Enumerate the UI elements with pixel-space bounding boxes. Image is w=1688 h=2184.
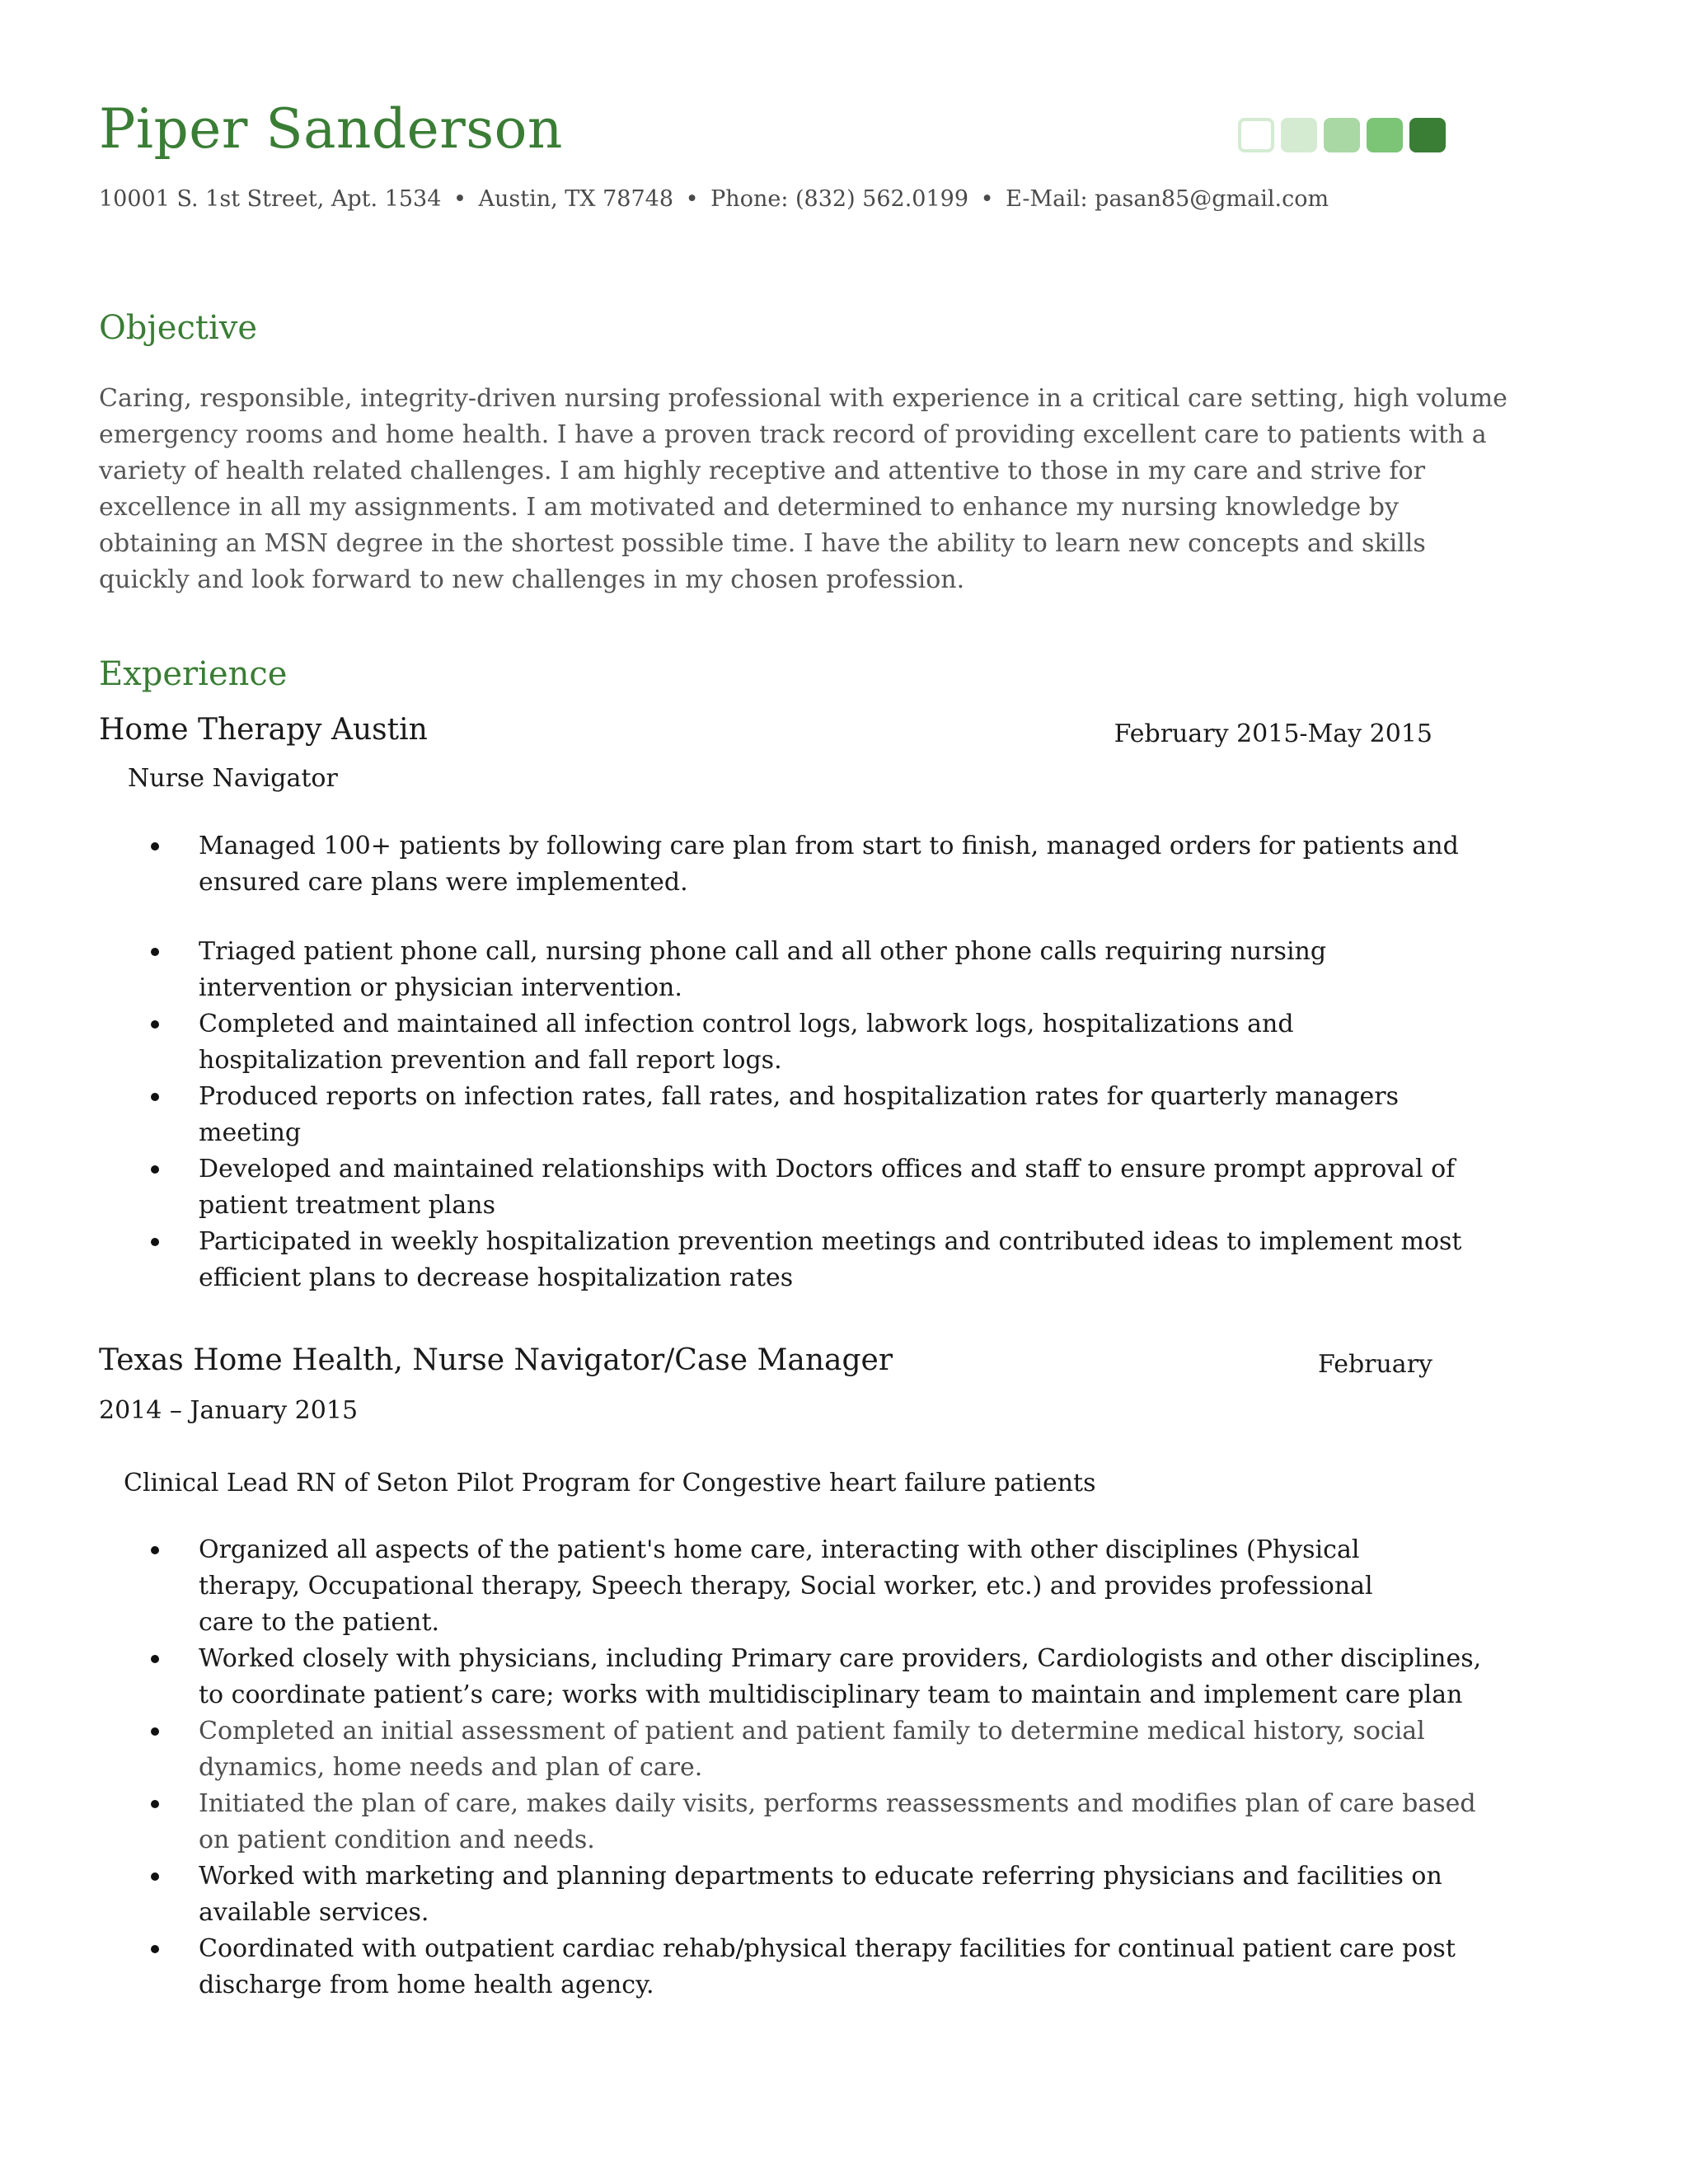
separator-dot: • [980, 186, 994, 212]
bullet-line: Coordinated with outpatient cardiac rehab/physical therapy facilities for continual patient care post [199, 1934, 1456, 1963]
job2-dates: February [1318, 1350, 1432, 1379]
job2-header [99, 1343, 1432, 1379]
job1-dates: February 2015-May 2015 [1114, 719, 1432, 748]
bullet-line: Organized all aspects of the patient's home care, interacting with other disciplines (Physical [199, 1535, 1360, 1564]
bullet-line: meeting [199, 1118, 302, 1147]
bullet-line: Triaged patient phone call, nursing phone call and all other phone calls requiring nursing [199, 937, 1327, 966]
bullet-line: to coordinate patient’s care; works with multidisciplinary team to maintain and implement care plan [199, 1680, 1463, 1709]
objective-line: variety of health related challenges. I am highly receptive and attentive to those in my care and strive for [99, 457, 1426, 485]
list-item [0, 1224, 1461, 1296]
bullet-line: therapy, Occupational therapy, Speech therapy, Social worker, etc.) and provides professional [199, 1572, 1373, 1601]
accent-block-4 [1367, 118, 1403, 152]
bullet-line: hospitalization prevention and fall report logs. [199, 1046, 782, 1075]
contact-city: Austin, TX 78748 [478, 186, 674, 212]
list-item [0, 1641, 1481, 1713]
bullet-line: Completed and maintained all infection control logs, labwork logs, hospitalizations and [199, 1010, 1294, 1038]
bullet-line: efficient plans to decrease hospitalization rates [199, 1263, 794, 1292]
job1-header [99, 713, 1432, 748]
list-item [0, 1713, 1481, 1786]
bullet-line: available services. [199, 1898, 429, 1927]
accent-block-1 [1238, 118, 1274, 152]
job2-dates-continued: 2014 – January 2015 [99, 1396, 359, 1425]
job2-company: Texas Home Health, Nurse Navigator/Case Manager [99, 1343, 893, 1377]
list-item [0, 1006, 1461, 1079]
candidate-name: Piper Sanderson [99, 97, 563, 161]
objective-line: Caring, responsible, integrity-driven nursing professional with experience in a critical care setting, high volume [99, 384, 1507, 413]
job1-bullets [0, 828, 1461, 1296]
accent-block-3 [1324, 118, 1360, 152]
bullet-line: Participated in weekly hospitalization prevention meetings and contributed ideas to implement most [199, 1227, 1462, 1256]
job1-title: Nurse Navigator [128, 764, 338, 793]
list-item [0, 1079, 1461, 1151]
job1-company: Home Therapy Austin [99, 713, 428, 747]
list-item [0, 1858, 1481, 1931]
bullet-line: discharge from home health agency. [199, 1971, 654, 1999]
bullet-line: dynamics, home needs and plan of care. [199, 1753, 703, 1782]
separator-dot: • [685, 186, 699, 212]
list-item [0, 1151, 1461, 1224]
accent-block-5 [1409, 118, 1446, 152]
objective-line: quickly and look forward to new challenges in my chosen profession. [99, 565, 965, 594]
bullet-line: Developed and maintained relationships with Doctors offices and staff to ensure prompt approval of [199, 1155, 1456, 1183]
objective-line: obtaining an MSN degree in the shortest possible time. I have the ability to learn new concepts and skills [99, 529, 1426, 558]
objective-line: excellence in all my assignments. I am motivated and determined to enhance my nursing knowledge by [99, 493, 1399, 522]
contact-address: 10001 S. 1st Street, Apt. 1534 [99, 186, 442, 212]
contact-email: E-Mail: pasan85@gmail.com [1006, 186, 1329, 212]
objective-line: emergency rooms and home health. I have a proven track record of providing excellent care to patients with a [99, 420, 1487, 449]
job2-title: Clinical Lead RN of Seton Pilot Program for Congestive heart failure patients [124, 1469, 1096, 1497]
bullet-line: on patient condition and needs. [199, 1825, 595, 1854]
separator-dot: • [452, 186, 467, 212]
bullet-line: Worked closely with physicians, including Primary care providers, Cardiologists and other disciplines, [199, 1644, 1482, 1673]
bullet-line: care to the patient. [199, 1608, 440, 1637]
bullet-line: Managed 100+ patients by following care plan from start to finish, managed orders for patients and [199, 832, 1459, 860]
bullet-line: intervention or physician intervention. [199, 973, 682, 1002]
list-item [0, 934, 1461, 1006]
objective-heading: Objective [99, 309, 258, 347]
bullet-line: Produced reports on infection rates, fall rates, and hospitalization rates for quarterly managers [199, 1082, 1400, 1111]
list-item [0, 1931, 1481, 2004]
bullet-line: Completed an initial assessment of patient and patient family to determine medical history, social [199, 1717, 1425, 1746]
contact-phone: Phone: (832) 562.0199 [710, 186, 969, 212]
contact-line [99, 186, 1329, 212]
list-item [0, 1532, 1481, 1641]
bullet-line: Initiated the plan of care, makes daily visits, performs reassessments and modifies plan of care based [199, 1789, 1476, 1818]
experience-heading: Experience [99, 655, 288, 693]
bullet-line: patient treatment plans [199, 1191, 496, 1220]
list-item [0, 828, 1461, 901]
accent-block-2 [1281, 118, 1317, 152]
objective-paragraph [99, 381, 1507, 598]
bullet-line: ensured care plans were implemented. [199, 868, 688, 897]
job2-bullets [0, 1532, 1481, 2004]
accent-blocks [1238, 118, 1446, 152]
list-item [0, 1786, 1481, 1858]
bullet-line: Worked with marketing and planning departments to educate referring physicians and facilities on [199, 1862, 1442, 1891]
